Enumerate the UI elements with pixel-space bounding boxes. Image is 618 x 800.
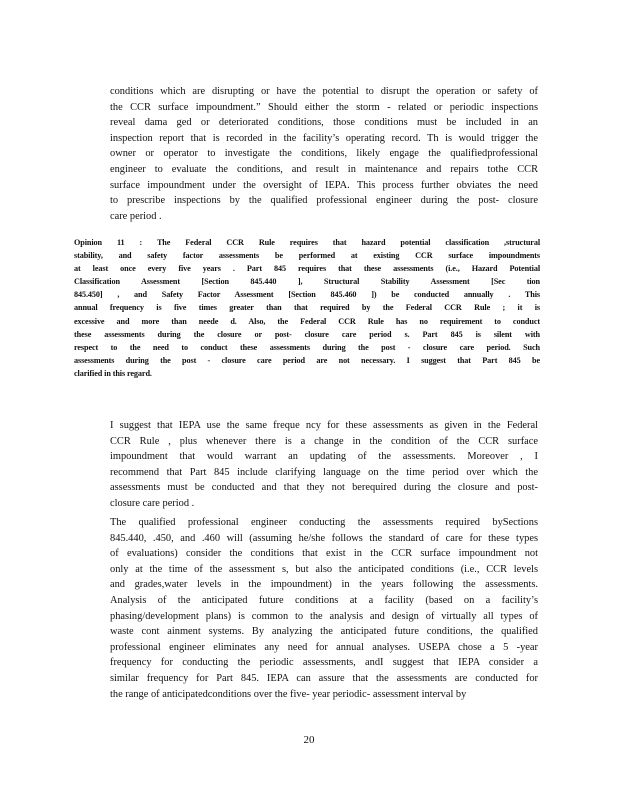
text-line: owner or operator to investigate the conditions, likely engage the qualifiedprofessional	[110, 148, 538, 160]
text-line: closure care period .	[110, 497, 195, 509]
text-line: Opinion 11 : The Federal CCR Rule requires that hazard potential classification ,structural	[74, 238, 540, 247]
text-line: impoundment that would warrant an updating of the assessments. Moreover , I	[110, 451, 538, 463]
paragraph-inspection-conditions	[110, 84, 538, 224]
paragraph-opinion-11	[74, 236, 540, 380]
text-line: frequency for conducting the periodic assessments, andI suggest that IEPA consider a	[110, 657, 538, 669]
bullet-text	[110, 515, 538, 702]
text-line: professional engineer eliminates any need for annual analyses. USEPA chose a 5 -year	[110, 641, 538, 653]
text-line: at least once every five years . Part 845 requires that these assessments (i.e., Hazard Potential	[74, 264, 540, 274]
text-line: only at the time of the assessment s, but also the anticipated conditions (i.e., CCR levels	[110, 563, 538, 575]
bullet-text	[110, 418, 538, 512]
bullet-icon	[88, 418, 100, 434]
text-line: care period .	[110, 210, 162, 222]
text-line: the CCR surface impoundment.” Should either the storm - related or periodic inspections	[110, 101, 538, 113]
text-line: waste cont ainment systems. By analyzing the anticipated future conditions, the qualified	[110, 626, 538, 638]
text-line: 845.440, .450, and .460 will (assuming he/she follows the standard of care for these types	[110, 532, 538, 544]
text-line: clarified in this regard.	[74, 368, 152, 378]
text-line: of evaluations) consider the conditions that exist in the CCR surface impoundment not	[110, 548, 538, 560]
bullet-icon	[88, 515, 100, 531]
text-line: surface impoundment under the oversight of IEPA. This process further obviates the need	[110, 179, 538, 191]
text-line: respect to the need to conduct these assessments during the post - closure care period. Such	[74, 342, 540, 352]
text-line: Classification Assessment [Section 845.440 ], Structural Stability Assessment [Sec tion	[74, 277, 540, 287]
text-line: I suggest that IEPA use the same freque ncy for these assessments as given in the Federal	[110, 420, 538, 431]
text-line: Analysis of the anticipated future conditions at a facility (based on a facility’s	[110, 594, 538, 606]
text-line: the range of anticipatedconditions over the five- year periodic- assessment interval by	[110, 688, 467, 700]
text-line: phasing/development plans) is common to the analysis and design of virtually all types of	[110, 610, 538, 622]
text-line: to prescribe inspections by the qualified professional engineer during the post- closure	[110, 195, 538, 207]
page-number: 20	[303, 734, 315, 746]
text-line: inspection report that is recorded in the facility’s operating record. Th is would trigger the	[110, 132, 538, 144]
text-line: assessments must be conducted and that they not berequired during the closure and post-	[110, 482, 538, 494]
text-line: and grades,water levels in the impoundment) in the years following the assessments.	[110, 579, 538, 591]
text-line: conditions which are disrupting or have the potential to disrupt the operation or safety of	[110, 86, 538, 97]
text-line: CCR Rule , plus whenever there is a change in the condition of the CCR surface	[110, 435, 538, 447]
text-line: assessments during the post - closure care period are not necessary. I suggest that Part 845 be	[74, 355, 540, 365]
text-line: engineer to evaluate the conditions, and result in maintenance and repairs tothe CCR	[110, 163, 538, 175]
text-line: these assessments during the closure or post- closure care period s. Part 845 is silent with	[74, 329, 540, 339]
text-line: similar frequency for Part 845. IEPA can assure that the assessments are conducted for	[110, 672, 538, 684]
text-line: recommend that Part 845 include clarifying language on the time period over which the	[110, 466, 538, 478]
text-line: The qualified professional engineer conducting the assessments required bySections	[110, 517, 538, 528]
text-line: excessive and more than neede d. Also, the Federal CCR Rule has no requirement to conduct	[74, 316, 540, 326]
text-line: 845.450] , and Safety Factor Assessment [Section 845.460 ]) be conducted annually . This	[74, 290, 540, 300]
text-line: stability, and safety factor assessments be performed at existing CCR surface impoundments	[74, 251, 540, 261]
text-line: annual frequency is five times greater than that required by the Federal CCR Rule ; it is	[74, 303, 540, 313]
text-line: reveal dama ged or deteriorated conditions, those conditions must be included in an	[110, 117, 538, 129]
